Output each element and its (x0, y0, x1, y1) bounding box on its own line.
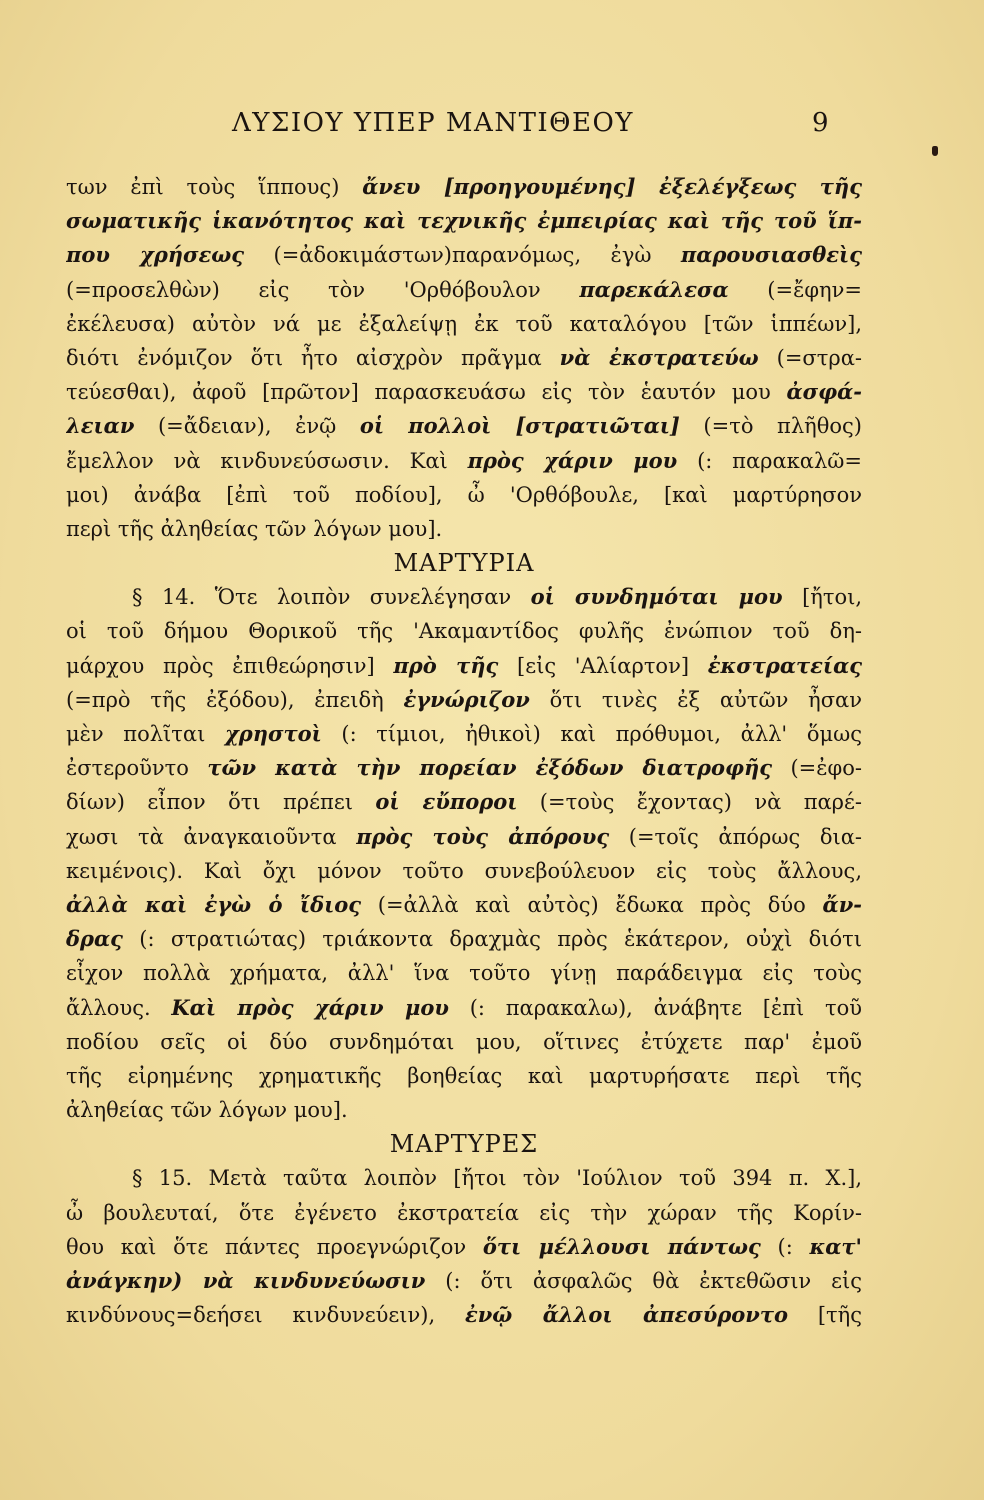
text-line (66, 854, 862, 888)
text-line (66, 1298, 862, 1332)
text-segment: χωσι τὰ ἀναγκαιοῦντα (66, 824, 357, 849)
text-segment: θου καὶ ὅτε πάντες προεγνώριζον (66, 1234, 483, 1259)
bold-italic-phrase: σωματικῆς ἱκανότητος καὶ τεχνικῆς ἐμπειρίας καὶ τῆς τοῦ ἵπ- (66, 208, 862, 234)
bold-italic-phrase: πρὸς τοὺς ἀπόρους (356, 823, 610, 849)
text-line (66, 478, 862, 512)
text-line (66, 409, 862, 443)
text-line (66, 1196, 862, 1230)
text-line (66, 307, 862, 341)
text-segment: (: παρακαλω), ἀνάβητε [ἐπὶ τοῦ (448, 995, 862, 1020)
text-segment: (=στρα- (758, 345, 862, 370)
text-line (66, 444, 862, 478)
text-segment: των ἐπὶ τοὺς ἵππους) (66, 175, 363, 199)
text-line (66, 991, 862, 1025)
text-line (66, 273, 862, 307)
running-title: ΛΥΣΙΟΥ ΥΠΕΡ ΜΑΝΤΙΘΕΟΥ (232, 108, 634, 138)
heading-martyres: ΜΑΡΤΥΡΕΣ (389, 1130, 539, 1159)
bold-italic-phrase: ἐγνώριζον (403, 686, 530, 712)
text-segment: (=ἐφο- (772, 756, 862, 781)
paragraph-section-15 (66, 1161, 862, 1332)
text-segment: (: παρακαλῶ= (677, 448, 862, 473)
text-line (66, 204, 862, 238)
text-segment: ἐκέλευσα) αὐτὸν νά με ἐξαλείψῃ ἐκ τοῦ καταλόγου [τῶν ἱππέων], (66, 311, 862, 336)
bold-italic-phrase: δρας (66, 926, 123, 952)
text-line (66, 1230, 862, 1264)
bold-italic-phrase: ἄνευ [προηγουμένης] ἐξελέγξεως τῆς (362, 174, 862, 199)
text-segment: § 14. Ὅτε λοιπὸν συνελέγησαν (132, 585, 531, 610)
text-line (66, 1264, 862, 1298)
paragraph-section-13-end (66, 170, 862, 546)
text-line (66, 1059, 862, 1093)
text-line (66, 1093, 862, 1127)
text-segment: § 15. Μετὰ ταῦτα λοιπὸν [ἤτοι τὸν 'Ιούλιον τοῦ 394 π. Χ.], (132, 1166, 862, 1191)
text-segment: (=ἔφην= (728, 277, 862, 302)
text-segment: δίων) εἶπον ὅτι πρέπει (66, 790, 376, 815)
bold-italic-phrase: πρὸς χάριν μου (467, 447, 678, 473)
text-line (66, 238, 862, 272)
ink-mark (932, 146, 938, 156)
bold-italic-phrase: που χρήσεως (66, 242, 245, 268)
text-segment: οἱ τοῦ δήμου Θορικοῦ τῆς 'Ακαμαντίδος φυλῆς ἐνώπιον τοῦ δη- (66, 619, 862, 644)
heading-martyria: ΜΑΡΤΥΡΙΑ (393, 549, 535, 578)
text-segment: εἶχον πολλὰ χρήματα, ἀλλ' ἵνα τοῦτο γίνῃ παράδειγμα εἰς τοὺς (66, 961, 862, 986)
text-line (66, 751, 862, 785)
bold-italic-phrase: ἄν- (822, 891, 862, 917)
text-segment: μὲν πολῖται (66, 722, 225, 746)
bold-italic-phrase: νὰ ἐκστρατεύω (559, 344, 759, 370)
bold-italic-phrase: παρουσιασθεὶς (680, 242, 862, 268)
text-segment: (=προσελθὼν) εἰς τὸν 'Ορθόβουλον (66, 277, 580, 302)
text-segment: (: (760, 1234, 810, 1259)
text-line (66, 341, 862, 375)
text-segment: (: ὅτι ἀσφαλῶς θὰ ἐκτεθῶσιν εἰς (425, 1269, 862, 1293)
text-line (66, 785, 862, 819)
text-segment: ὅτι τινὲς ἐξ αὐτῶν ἦσαν (529, 687, 862, 712)
body-text (66, 170, 862, 1332)
text-segment: κινδύνους=δεήσει κινδυνεύειν), (66, 1303, 465, 1328)
text-segment: (=ἀδοκιμάστων)παρανόμως, ἐγὼ (244, 243, 681, 268)
bold-italic-phrase: κατ' (809, 1233, 862, 1259)
bold-italic-phrase: ἀνάγκην) νὰ κινδυνεύωσιν (66, 1268, 426, 1293)
bold-italic-phrase: χρηστοὶ (224, 721, 322, 746)
text-segment: μάρχου πρὸς ἐπιθεώρησιν] (66, 653, 394, 678)
text-line (66, 888, 862, 922)
text-line (66, 170, 862, 204)
text-segment: [ἤτοι, (782, 585, 862, 610)
text-segment: [τῆς (788, 1303, 862, 1328)
text-line (66, 1161, 862, 1195)
bold-italic-phrase: πρὸ τῆς (393, 652, 499, 678)
text-segment: ὦ βουλευταί, ὅτε ἐγένετο ἐκστρατεία εἰς τὴν χώραν τῆς Κορίν- (66, 1200, 862, 1225)
text-segment: ἀληθείας τῶν λόγων μου]. (66, 1098, 348, 1123)
bold-italic-phrase: τῶν κατὰ τὴν πορείαν ἐξόδων διατροφῆς (207, 755, 773, 781)
page-number: 9 (812, 108, 829, 138)
text-line (66, 683, 862, 717)
bold-italic-phrase: οἱ πολλοὶ [στρατιῶται] (359, 413, 680, 439)
bold-italic-phrase: Καὶ πρὸς χάριν μου (171, 994, 449, 1020)
bold-italic-phrase: οἱ εὔποροι (375, 789, 518, 815)
text-line (66, 1025, 862, 1059)
bold-italic-phrase: οἱ συνδημόται μου (530, 584, 783, 610)
text-segment: (: στρατιώτας) τριάκοντα δραχμὰς πρὸς ἑκάτερον, οὐχὶ διότι (122, 927, 862, 952)
text-segment: ἄλλους. (66, 995, 172, 1020)
text-segment: (=τοὺς ἔχοντας) νὰ παρέ- (517, 790, 862, 815)
text-segment: (=ἀλλὰ καὶ αὐτὸς) ἔδωκα πρὸς δύο (361, 892, 823, 917)
bold-italic-phrase: ἀσφά- (786, 379, 862, 405)
text-line (66, 956, 862, 990)
bold-italic-phrase: ὅτι μέλλουσι πάντως (482, 1233, 761, 1259)
text-segment: τεύεσθαι), ἀφοῦ [πρῶτον] παρασκευάσω εἰς τὸν ἑαυτόν μου (66, 380, 787, 405)
text-line (66, 820, 862, 854)
text-segment: [εἰς 'Αλίαρτον] (498, 653, 708, 678)
text-segment: ποδίου σεῖς οἱ δύο συνδημόται μου, οἵτινες ἐτύχετε παρ' ἐμοῦ (66, 1029, 862, 1054)
text-segment: (: τίμιοι, ἠθικοὶ) καὶ πρόθυμοι, ἀλλ' ὅμως (321, 722, 862, 746)
text-segment: διότι ἐνόμιζον ὅτι ἦτο αἰσχρὸν πρᾶγμα (66, 345, 560, 370)
text-segment: (=τοῖς ἀπόρως δια- (609, 824, 862, 849)
text-segment: περὶ τῆς ἀληθείας τῶν λόγων μου]. (66, 516, 443, 541)
bold-italic-phrase: λειαν (66, 413, 135, 439)
text-line (66, 922, 862, 956)
text-segment: (=πρὸ τῆς ἐξόδου), ἐπειδὴ (66, 687, 404, 712)
text-line (66, 614, 862, 648)
bold-italic-phrase: ἐνῷ ἄλλοι ἀπεσύροντο (464, 1302, 789, 1328)
text-segment: μοι) ἀνάβα [ἐπὶ τοῦ ποδίου], ὦ 'Ορθόβουλε, [καὶ μαρτύρησον (66, 482, 862, 507)
text-line (66, 512, 862, 546)
text-segment: κειμένοις). Καὶ ὄχι μόνον τοῦτο συνεβούλευον εἰς τοὺς ἄλλους, (66, 858, 862, 883)
text-line (66, 375, 862, 409)
paragraph-section-14 (66, 580, 862, 1127)
text-line (66, 649, 862, 683)
text-segment: (=ἄδειαν), ἐνῷ (134, 414, 360, 439)
text-segment: ἐστεροῦντο (66, 756, 208, 781)
bold-italic-phrase: ἐκστρατείας (707, 652, 862, 678)
text-segment: τῆς εἰρημένης χρηματικῆς βοηθείας καὶ μαρτυρήσατε περὶ τῆς (66, 1063, 862, 1088)
bold-italic-phrase: παρεκάλεσα (579, 276, 729, 302)
text-line (66, 717, 862, 751)
text-line (66, 580, 862, 614)
text-segment: ἔμελλον νὰ κινδυνεύσωσιν. Καὶ (66, 448, 468, 473)
text-segment: (=τὸ πλῆθος) (679, 414, 862, 439)
bold-italic-phrase: ἀλλὰ καὶ ἐγὼ ὁ ἴδιος (66, 891, 362, 917)
page-header (0, 108, 984, 148)
